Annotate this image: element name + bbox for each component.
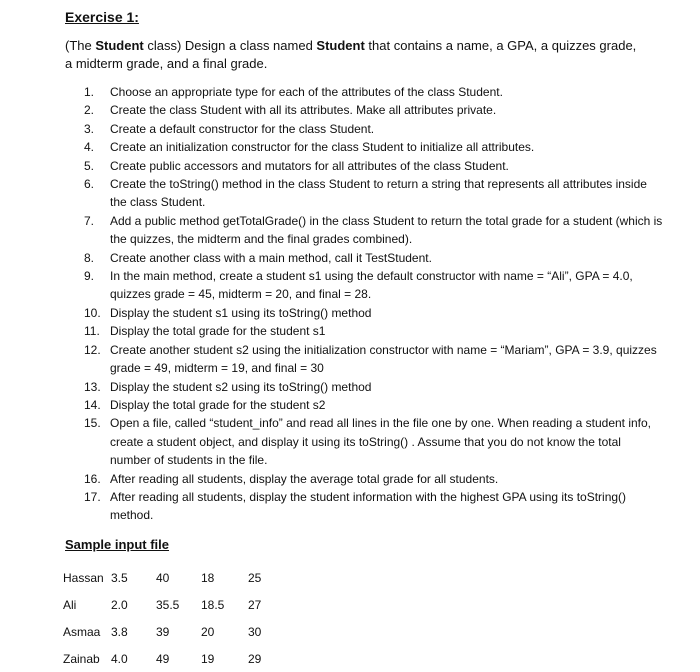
task-item: [84, 157, 664, 175]
task-number: 17.: [84, 489, 101, 504]
task-text: Create another class with a main method, call it TestStudent.: [110, 250, 432, 265]
task-item: [84, 488, 664, 525]
task-number: 5.: [84, 158, 95, 173]
intro-text-2: class) Design a class named: [143, 38, 317, 53]
task-number: 15.: [84, 416, 101, 431]
table-row: [63, 591, 278, 618]
intro-bold-student-1: Student: [95, 38, 144, 53]
table-row: [63, 618, 278, 645]
task-number: 12.: [84, 342, 101, 357]
student-name-cell: Hassan: [63, 570, 104, 585]
intro-bold-student-2: Student: [316, 38, 365, 53]
task-item: [84, 341, 664, 378]
task-text: After reading all students, display the average total grade for all students.: [110, 471, 499, 486]
gpa-cell: 3.8: [111, 624, 128, 639]
task-item: [84, 396, 664, 414]
task-text: Choose an appropriate type for each of the attributes of the class Student.: [110, 85, 503, 99]
gpa-cell: 3.5: [111, 570, 128, 585]
task-text: In the main method, create a student s1 using the default constructor with name = “Ali”, GPA = 4.0, quizzes grade = 45, midterm = 20, and final = 28.: [110, 269, 633, 302]
quizzes-cell: 39: [156, 624, 170, 639]
task-text: Create public accessors and mutators for all attributes of the class Student.: [110, 158, 509, 173]
task-item: [84, 212, 664, 249]
task-text: Create the toString() method in the class Student to return a string that represents all attributes inside the class Student.: [110, 177, 647, 210]
task-number: 10.: [84, 305, 101, 320]
table-row: [63, 564, 278, 591]
task-number: 13.: [84, 379, 101, 394]
task-list: [84, 83, 664, 525]
final-cell: 30: [248, 624, 262, 639]
exercise-title: Exercise 1:: [65, 9, 139, 25]
task-number: 11.: [84, 324, 100, 339]
task-item: [84, 120, 664, 138]
midterm-cell: 20: [201, 624, 215, 639]
task-number: 9.: [84, 269, 95, 284]
task-number: 8.: [84, 250, 95, 265]
task-text: Open a file, called “student_info” and read all lines in the file one by one. When reading a student info, create a student object, and display it using its toString() . Assume that you do not know the total number of students in the file.: [110, 416, 652, 468]
midterm-cell: 18.5: [201, 597, 225, 612]
task-item: [84, 175, 664, 212]
task-text: Create another student s2 using the initialization constructor with name = “Mariam”, GPA = 3.9, quizzes grade = 49, midterm = 19, and final = 30: [110, 342, 657, 376]
task-text: Display the total grade for the student s2: [110, 397, 326, 412]
quizzes-cell: 40: [156, 570, 170, 585]
gpa-cell: 2.0: [111, 597, 128, 612]
student-name-cell: Ali: [63, 597, 77, 612]
task-number: 7.: [84, 213, 95, 228]
task-item: [84, 304, 664, 322]
gpa-cell: 4.0: [111, 651, 128, 666]
student-name-cell: Zainab: [63, 651, 100, 666]
task-text: Add a public method getTotalGrade() in the class Student to return the total grade for a student (which is the quizzes, the midterm and the final grades combined).: [110, 213, 663, 247]
intro-text-3: that contains a name, a GPA, a quizzes grade, a midterm grade, and a final grade.: [65, 38, 637, 71]
exercise-intro: [65, 37, 645, 73]
task-item: [84, 414, 664, 469]
intro-text-1: (The: [65, 38, 96, 53]
task-text: Display the student s2 using its toString() method: [110, 379, 372, 394]
task-number: 4.: [84, 140, 95, 155]
task-text: After reading all students, display the student information with the highest GPA using its toString() method.: [110, 489, 627, 523]
midterm-cell: 18: [201, 570, 215, 585]
task-number: 2.: [84, 103, 95, 118]
task-item: [84, 322, 664, 340]
task-item: [84, 138, 664, 156]
task-number: 1.: [84, 85, 95, 99]
quizzes-cell: 49: [156, 651, 170, 666]
task-text: Display the total grade for the student s1: [110, 324, 326, 339]
task-item: [84, 249, 664, 267]
task-number: 14.: [84, 397, 101, 412]
task-number: 3.: [84, 121, 95, 136]
task-item: [84, 378, 664, 396]
student-name-cell: Asmaa: [63, 624, 101, 639]
final-cell: 29: [248, 651, 262, 666]
sample-input-heading: Sample input file: [65, 537, 170, 552]
task-number: 16.: [84, 471, 101, 486]
task-item: [84, 83, 664, 101]
task-item: [84, 101, 664, 119]
task-number: 6.: [84, 177, 95, 192]
sample-input-table: [63, 564, 278, 672]
task-item: [84, 267, 664, 304]
task-text: Create the class Student with all its attributes. Make all attributes private.: [110, 103, 497, 118]
final-cell: 25: [248, 570, 262, 585]
task-text: Display the student s1 using its toString() method: [110, 305, 372, 320]
final-cell: 27: [248, 597, 262, 612]
quizzes-cell: 35.5: [156, 597, 180, 612]
midterm-cell: 19: [201, 651, 215, 666]
task-text: Create an initialization constructor for the class Student to initialize all attributes.: [110, 140, 535, 155]
task-item: [84, 470, 664, 488]
table-row: [63, 645, 278, 672]
task-text: Create a default constructor for the class Student.: [110, 121, 375, 136]
